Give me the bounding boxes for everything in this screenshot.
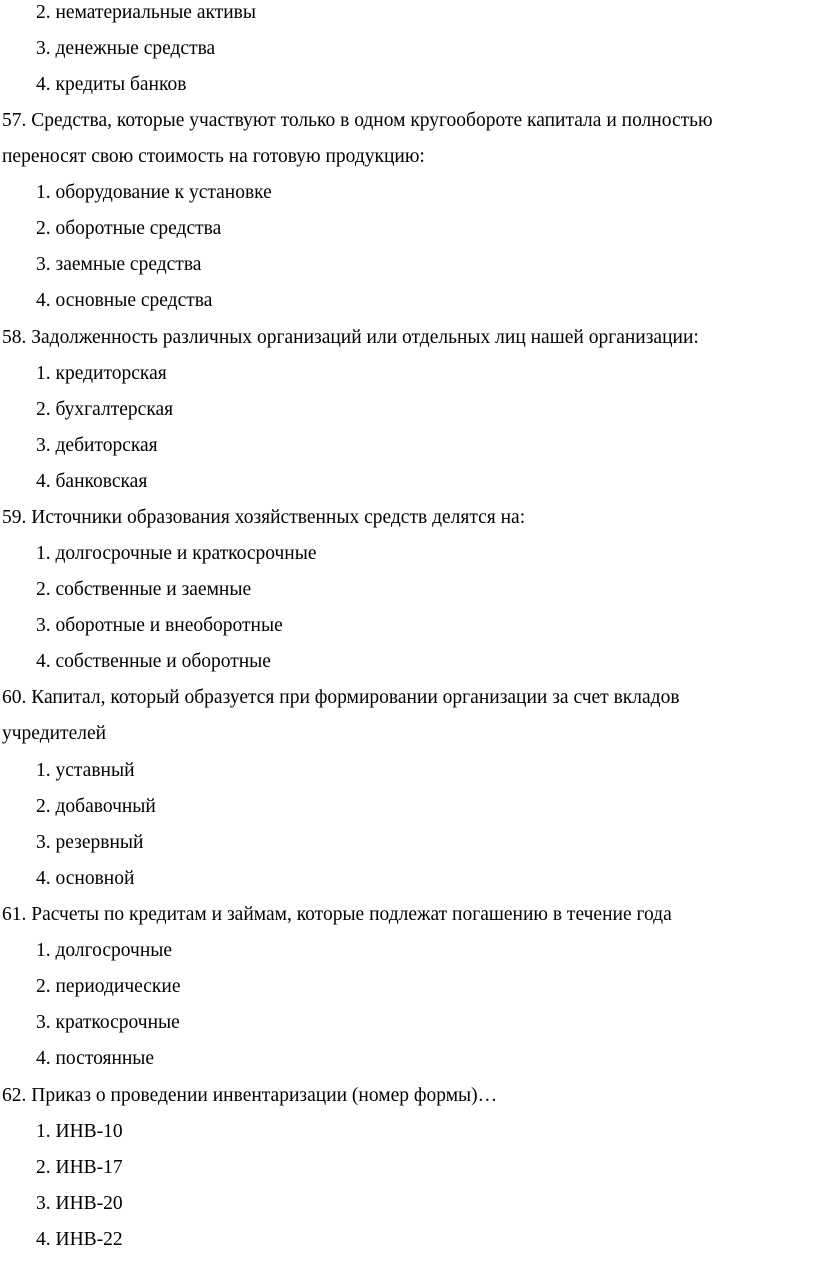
answer-option: 3. заемные средства	[36, 254, 202, 275]
answer-option: 1. долгосрочные и краткосрочные	[36, 543, 317, 564]
question-text: 57. Средства, которые участвуют только в одном кругообороте капитала и полностью	[2, 110, 713, 131]
answer-option: 2. добавочный	[36, 796, 156, 817]
question-text-continued: учредителей	[2, 723, 107, 744]
answer-option: 2. бухгалтерская	[36, 399, 174, 420]
answer-option: 3. ИНВ-20	[36, 1193, 123, 1214]
answer-option: 4. банковская	[36, 471, 148, 492]
answer-option: 4. основные средства	[36, 290, 213, 311]
answer-option: 3. краткосрочные	[36, 1012, 180, 1033]
answer-option: 3. резервный	[36, 832, 144, 853]
answer-option: 2. оборотные средства	[36, 218, 222, 239]
answer-option: 1. уставный	[36, 760, 135, 781]
answer-option: 1. оборудование к установке	[36, 182, 272, 203]
question-text: 58. Задолженность различных организаций или отдельных лиц нашей организации:	[2, 327, 699, 348]
answer-option: 4. кредиты банков	[36, 74, 187, 95]
answer-option: 4. собственные и оборотные	[36, 651, 271, 672]
answer-option: 2. ИНВ-17	[36, 1157, 123, 1178]
answer-option: 4. ИНВ-22	[36, 1229, 123, 1250]
question-text: 61. Расчеты по кредитам и займам, которые подлежат погашению в течение года	[2, 904, 672, 925]
answer-option: 1. кредиторская	[36, 363, 167, 384]
question-text: 62. Приказ о проведении инвентаризации (номер формы)…	[2, 1085, 498, 1106]
answer-option: 1. долгосрочные	[36, 940, 173, 961]
answer-option: 3. оборотные и внеоборотные	[36, 615, 283, 636]
question-text-continued: переносят свою стоимость на готовую продукцию:	[2, 146, 425, 167]
answer-option: 2. собственные и заемные	[36, 579, 252, 600]
answer-option: 2. нематериальные активы	[36, 2, 256, 23]
answer-option: 2. периодические	[36, 976, 181, 997]
question-text: 60. Капитал, который образуется при формировании организации за счет вкладов	[2, 687, 680, 708]
answer-option: 4. основной	[36, 868, 135, 889]
answer-option: 3. дебиторская	[36, 435, 158, 456]
answer-option: 3. денежные средства	[36, 38, 216, 59]
answer-option: 1. ИНВ-10	[36, 1121, 123, 1142]
question-text: 59. Источники образования хозяйственных средств делятся на:	[2, 507, 526, 528]
answer-option: 4. постоянные	[36, 1048, 155, 1069]
